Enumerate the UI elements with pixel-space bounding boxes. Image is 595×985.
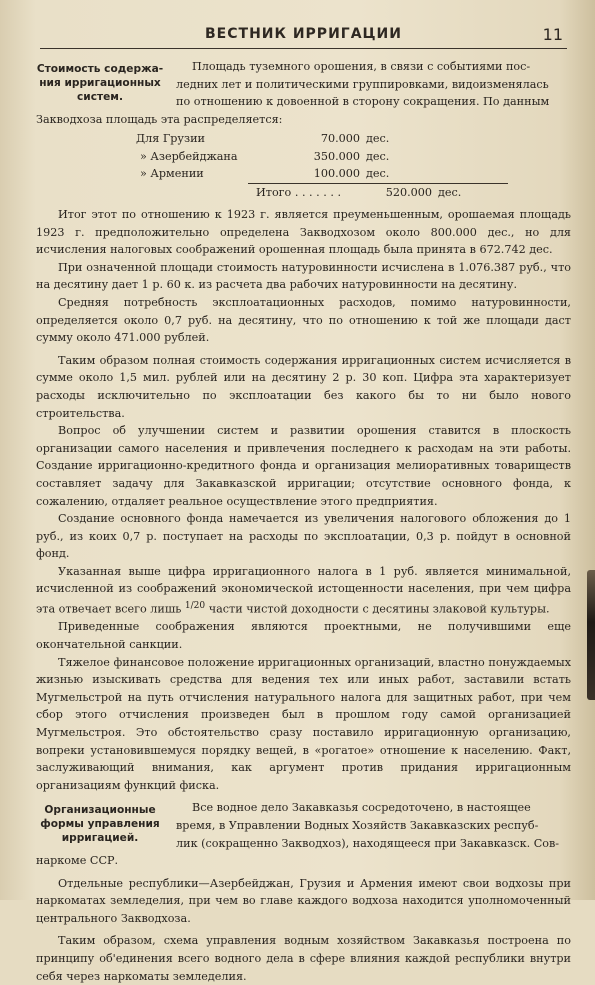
paragraph: Таким образом, схема управления водным хозяйством Закавказья построена по принципу об'единения всего водного дела в сфере влияния каждой республики внутри себя через наркоматы земледелия. <box>36 934 571 983</box>
row-value: 350.000 <box>313 149 360 163</box>
intro-line: по отношению к довоенной в сторону сокращения. По данным <box>176 95 550 109</box>
paragraph: При означенной площади стоимость натуровинности исчислена в 1.076.387 руб., что на десятину дает 1 р. 60 к. из расчета два рабочих натуровинности на десятину. <box>36 260 571 292</box>
heading-line: ирригацией. <box>61 832 139 845</box>
paragraph: Средняя потребность эксплоатационных расходов, помимо натуровинности, определяется около 0,7 руб. на десятину, что по отношению к той же площади даст сумму около 471.000 рублей. <box>36 295 571 345</box>
paragraph: Отдельные республики—Азербейджан, Грузия и Армения имеют свои водхозы при наркоматах земледелия, при чем во главе каждого водхоза находится уполномоченный центрального Закводхоза. <box>36 876 571 925</box>
row-label: » Азербейджана <box>140 149 238 163</box>
intro-line: Площадь туземного орошения, в связи с событиями пос- <box>192 60 531 73</box>
heading-line: ния ирригационных <box>39 77 161 89</box>
table-row <box>36 165 571 182</box>
paragraph-text: части чистой доходности с десятины злаковой культуры. <box>205 602 550 616</box>
row-label: Для Грузии <box>136 132 205 146</box>
paragraph-text: Указанная выше цифра ирригационного налога в 1 руб. является минимальной, исчисленной из соображений экономической истощенности населения, при чем цифра эта отвечает всего лишь <box>36 564 571 616</box>
page-header <box>40 26 567 49</box>
row-value: 100.000 <box>313 167 360 181</box>
paragraph-with-fraction <box>36 563 571 619</box>
heading-line: Организационные <box>44 804 156 817</box>
intro-line: лик (сокращенно Закводхоз), находящееся при Закавказск. Сов- <box>176 836 560 850</box>
page-content <box>36 58 571 985</box>
paragraph: Создание основного фонда намечается из увеличения налогового обложения до 1 руб., из коих 0,7 р. поступает на расходы по эксплоатации, 0,3 р. пойдут в основной фонд. <box>36 512 571 561</box>
paragraph: Таким образом полная стоимость содержания ирригационных систем исчисляется в сумме около 1,5 мил. рублей или на десятину 2 р. 30 коп. Цифра эта характеризует расходы исключительно по эксплоатации без какого бы то ни было нового строительства. <box>36 353 571 420</box>
total-label: Итого <box>256 185 292 199</box>
total-label-wrap: Итого . . . . . . . <box>256 185 342 199</box>
row-unit: дес. <box>366 132 390 146</box>
table-total-row <box>248 183 508 201</box>
heading-line: Стоимость содержа- <box>36 63 164 75</box>
page-edge-stain <box>587 570 595 700</box>
intro-line: время, в Управлении Водных Хозяйств Закавказских респуб- <box>176 818 539 832</box>
row-label: » Армении <box>140 167 204 181</box>
row-unit: дес. <box>366 149 390 163</box>
area-distribution-table <box>36 130 571 201</box>
intro-line: ледних лет и политическими группировками, видоизменялась <box>176 77 549 91</box>
heading-line: формы управления <box>40 818 160 831</box>
total-unit: дес. <box>438 185 462 199</box>
paragraph: Вопрос об улучшении систем и развитии орошения ставится в плоскость организации самого населения и привлечения последнего к расходам на эти работы. Создание ирригационно-кредитного фонда и организация мелиоративных товариществ составляет задачу для Закавказской ирригации; отсутствие основного фонда, к сожалению, отдаляет реальное осуществление этого предприятия. <box>36 424 571 508</box>
paragraph: Приведенные соображения являются проектными, не получившими еще окончательной санкции. <box>36 620 571 651</box>
paragraph: Итог этот по отношению к 1923 г. является преуменьшенным, орошаемая площадь 1923 г. предположительно определена Закводхозом около 800.000 дес., но для исчисления налоговых соображений орошенная площадь была принята в 672.742 дес. <box>36 208 571 257</box>
section-heading <box>36 799 164 845</box>
running-title: ВЕСТНИК ИРРИГАЦИИ <box>205 26 402 42</box>
fraction: 1/20 <box>184 601 206 612</box>
table-row <box>36 130 571 147</box>
intro-line: Все водное дело Закавказья сосредоточено, в настоящее <box>192 801 531 815</box>
row-unit: дес. <box>366 167 390 181</box>
section-ирригационные-системы-intro <box>36 58 571 111</box>
heading-line: систем. <box>77 91 123 103</box>
page-number: 11 <box>542 25 563 44</box>
intro-tail: Закводхоза площадь эта распределяется: <box>36 112 283 126</box>
section-организационные-формы-intro <box>36 799 571 852</box>
table-row <box>36 148 571 165</box>
intro-tail: наркоме ССР. <box>36 854 119 868</box>
total-value: 520.000 <box>385 185 432 199</box>
section-intro <box>176 799 571 852</box>
row-value: 70.000 <box>320 132 360 146</box>
section-heading <box>36 58 164 104</box>
paragraph: Тяжелое финансовое положение ирригационных организаций, властно понуждаемых жизнью изыскивать средства для ведения тех или иных работ, заставили встать Мугмельстрой на путь отчисления натурального налога для защитных работ, при чем сбор этого отчисления произведен был в прошлом году самой организацией Мугмельстроя. Это обстоятельство сразу поставило ирригационную организацию, вопреки установившемуся порядку вещей, в «рогатое» отношение к населению. Факт, заслуживающий внимания, как аргумент против придания ирригационным организациям функций фиска. <box>36 655 571 792</box>
section-intro <box>176 58 571 111</box>
